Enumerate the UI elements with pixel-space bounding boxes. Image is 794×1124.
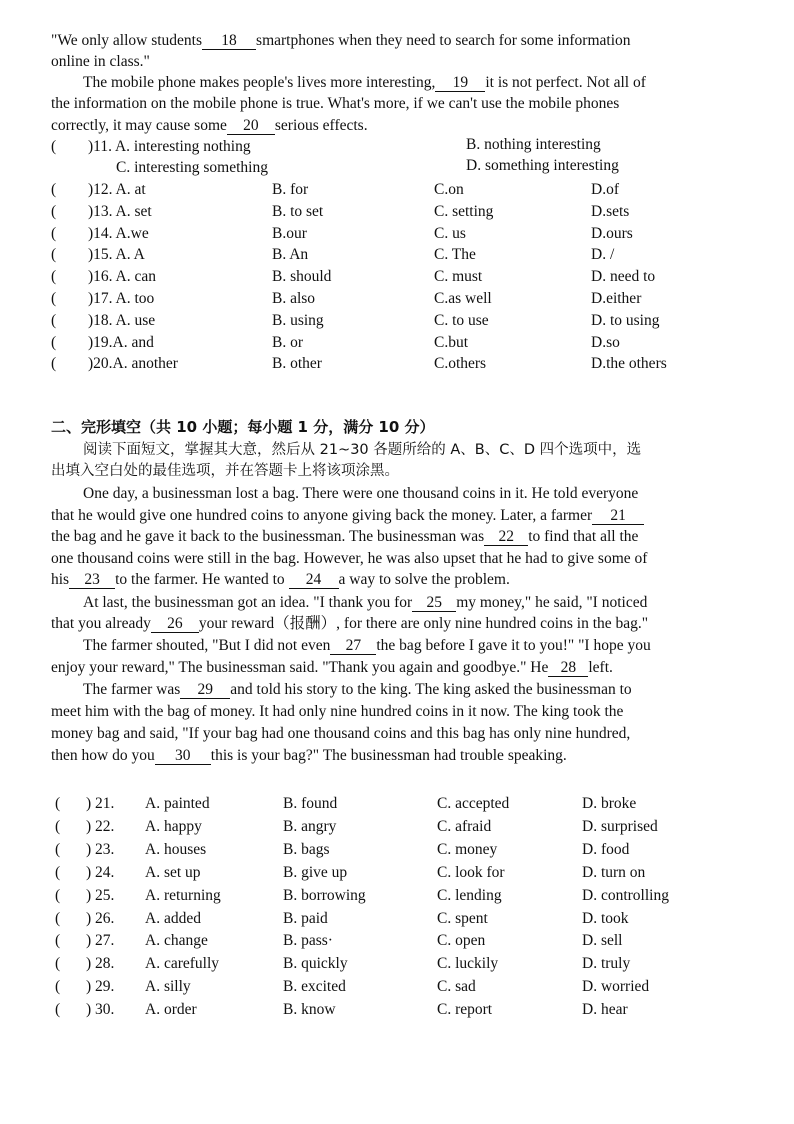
blank-23: 23 <box>69 571 115 589</box>
text: The farmer shouted, "But I did not even <box>83 637 331 654</box>
option-b[interactable]: B. to set <box>272 202 324 220</box>
text: his <box>51 571 70 588</box>
text: and told his story to the king. The king asked the businessman to <box>230 681 632 698</box>
option-c[interactable]: C. The <box>434 246 476 264</box>
option-b[interactable]: B. pass· <box>283 932 333 950</box>
text: then how do you <box>51 747 155 764</box>
text: The mobile phone makes people's lives more interesting, <box>83 74 436 91</box>
question-number: )16. A. can <box>88 268 157 286</box>
option-d[interactable]: D.of <box>591 181 619 198</box>
answer-paren[interactable]: ( <box>51 290 57 307</box>
answer-paren[interactable]: ( <box>55 817 61 835</box>
passage-line <box>51 570 510 590</box>
option-d[interactable]: D.the others <box>591 355 667 373</box>
question-number: ) 26. <box>86 909 115 927</box>
option-d[interactable]: D. truly <box>582 955 631 973</box>
option-d[interactable]: D.either <box>591 290 642 307</box>
text: a way to solve the problem. <box>338 571 510 588</box>
option-c[interactable]: C. accepted <box>437 795 510 812</box>
question-number: ) 24. <box>86 863 115 881</box>
blank-27: 27 <box>330 637 376 655</box>
option-d[interactable]: D. worried <box>582 978 650 996</box>
option-d[interactable]: D.so <box>591 333 620 351</box>
instruction-line: 阅读下面短文，掌握其大意，然后从 21~30 各题所给的 A、B、C、D 四个选项中，选 <box>83 442 642 458</box>
option-b[interactable]: B. using <box>272 311 324 329</box>
blank-18: 18 <box>202 32 256 50</box>
passage-line <box>51 746 567 766</box>
passage-line <box>51 31 631 51</box>
option-b[interactable]: B. or <box>272 333 303 351</box>
question-number: ) 29. <box>86 978 115 996</box>
option-c[interactable]: C.as well <box>434 290 492 307</box>
option-c[interactable]: C. interesting something <box>116 159 268 176</box>
question-number: ) 30. <box>86 1001 115 1019</box>
blank-20: 20 <box>227 117 275 135</box>
question-number: ) 28. <box>86 955 115 973</box>
answer-paren[interactable]: ( <box>51 246 57 264</box>
option-b[interactable]: B.our <box>272 224 307 242</box>
option-d[interactable]: D. sell <box>582 932 623 950</box>
option-a[interactable]: A. happy <box>145 817 202 835</box>
blank-19: 19 <box>435 74 485 92</box>
text: "We only allow students <box>51 32 203 49</box>
passage-line <box>83 636 651 656</box>
text: enjoy your reward," The businessman said. "Thank you again and goodbye." He <box>51 659 549 676</box>
option-d[interactable]: D. controlling <box>582 886 669 904</box>
passage-line: online in class." <box>51 53 150 70</box>
option-b[interactable]: B. angry <box>283 817 337 835</box>
text: The farmer was <box>83 681 181 698</box>
text: it is not perfect. Not all of <box>485 74 646 91</box>
option-a[interactable]: A. change <box>145 932 208 950</box>
option-b[interactable]: B. know <box>283 1001 336 1019</box>
option-d[interactable]: D.sets <box>591 202 630 220</box>
option-a[interactable]: A. silly <box>145 978 191 996</box>
option-b[interactable]: B. found <box>283 795 338 812</box>
option-c[interactable]: C. open <box>437 932 486 950</box>
option-c[interactable]: C. us <box>434 224 466 242</box>
question-number: ) 23. <box>86 840 115 858</box>
option-b[interactable]: B. excited <box>283 978 346 996</box>
answer-paren[interactable]: ( <box>51 268 57 286</box>
option-c[interactable]: C. look for <box>437 863 505 881</box>
option-c[interactable]: C. report <box>437 1001 493 1019</box>
option-b[interactable]: B. also <box>272 290 316 307</box>
question-number: )18. A. use <box>88 311 156 329</box>
option-c[interactable]: C. spent <box>437 909 488 927</box>
question-number: ) 27. <box>86 932 115 950</box>
option-b[interactable]: B. quickly <box>283 955 348 973</box>
text: this is your bag?" The businessman had trouble speaking. <box>210 747 567 764</box>
blank-26: 26 <box>151 615 199 633</box>
option-a[interactable]: A. returning <box>145 886 221 904</box>
text: my money," he said, "I noticed <box>456 594 648 611</box>
passage-line: meet him with the bag of money. It had only nine hundred coins in it now. The king took the <box>51 703 624 720</box>
answer-paren[interactable]: ( <box>55 955 61 973</box>
text: to find that all the <box>528 528 639 545</box>
text: the bag and he gave it back to the businessman. The businessman was <box>51 528 485 545</box>
passage-line <box>51 658 613 678</box>
question-number: ) 22. <box>86 817 115 835</box>
passage-line: one thousand coins were still in the bag. However, he was also upset that he had to give some of <box>51 550 648 567</box>
text: that you already <box>51 615 151 632</box>
passage-line <box>83 680 632 700</box>
passage-line: money bag and said, "If your bag had one thousand coins and this bag has only nine hundred, <box>51 725 631 742</box>
answer-paren[interactable]: ( <box>55 932 61 950</box>
answer-paren[interactable]: ( <box>51 311 57 329</box>
question-number: )14. A.we <box>88 224 149 242</box>
option-c[interactable]: C. luckily <box>437 955 499 973</box>
text: your reward（报酬）, for there are only nine hundred coins in the bag." <box>198 615 649 632</box>
answer-paren[interactable]: ( <box>51 138 57 155</box>
option-d[interactable]: D.ours <box>591 224 633 242</box>
option-c[interactable]: C.others <box>434 355 487 373</box>
option-d[interactable]: D. / <box>591 246 615 264</box>
option-d[interactable]: D. food <box>582 840 630 858</box>
answer-paren[interactable]: ( <box>51 181 57 198</box>
option-c[interactable]: C. lending <box>437 886 502 904</box>
blank-21: 21 <box>592 507 644 525</box>
option-b[interactable]: B. borrowing <box>283 886 366 904</box>
blank-22: 22 <box>484 528 528 546</box>
passage-line: One day, a businessman lost a bag. There were one thousand coins in it. He told everyone <box>83 485 639 502</box>
answer-paren[interactable]: ( <box>55 795 61 812</box>
passage-line <box>51 116 368 136</box>
answer-paren[interactable]: ( <box>51 224 57 242</box>
answer-paren[interactable]: ( <box>55 886 61 904</box>
option-b[interactable]: B. paid <box>283 909 328 927</box>
blank-30: 30 <box>155 747 211 765</box>
option-c[interactable]: C.on <box>434 181 464 198</box>
option-b[interactable]: B. bags <box>283 840 330 858</box>
passage-line <box>51 527 638 547</box>
text: the bag before I gave it to you!" "I hope you <box>376 637 651 654</box>
answer-paren[interactable]: ( <box>55 1001 61 1019</box>
option-c[interactable]: C. afraid <box>437 817 492 835</box>
text: correctly, it may cause some <box>51 117 227 134</box>
text: smartphones when they need to search for some information <box>256 32 631 49</box>
question-number: )17. A. too <box>88 290 155 307</box>
question-number: )13. A. set <box>88 202 152 220</box>
option-b[interactable]: B. nothing interesting <box>466 136 601 153</box>
option-d[interactable]: D. need to <box>591 268 656 286</box>
option-c[interactable]: C. money <box>437 840 498 858</box>
option-c[interactable]: C.but <box>434 333 469 351</box>
option-d[interactable]: D. something interesting <box>466 157 619 174</box>
blank-29: 29 <box>180 681 230 699</box>
text: left. <box>588 659 613 676</box>
section-heading: 二、完形填空（共 10 小题；每小题 1 分，满分 10 分） <box>51 418 435 436</box>
question-number: ) 21. <box>86 795 115 812</box>
option-d[interactable]: D. to using <box>591 311 660 329</box>
question-number: )12. A. at <box>88 181 146 198</box>
passage-line <box>83 73 646 93</box>
answer-paren[interactable]: ( <box>51 202 57 220</box>
option-c[interactable]: C. must <box>434 268 483 286</box>
option-b[interactable]: B. for <box>272 181 309 198</box>
blank-25: 25 <box>412 594 456 612</box>
answer-paren[interactable]: ( <box>55 863 61 881</box>
option-c[interactable]: C. to use <box>434 311 489 329</box>
option-d[interactable]: D. hear <box>582 1001 628 1019</box>
option-b[interactable]: B. other <box>272 355 322 373</box>
blank-24: 24 <box>289 571 339 589</box>
question-number: )11. A. interesting nothing <box>88 138 251 155</box>
question-number: )20.A. another <box>88 355 178 373</box>
answer-paren[interactable]: ( <box>55 909 61 927</box>
answer-paren[interactable]: ( <box>51 333 57 351</box>
option-b[interactable]: B. An <box>272 246 309 264</box>
passage-line <box>51 506 644 526</box>
text: At last, the businessman got an idea. "I thank you for <box>83 594 413 611</box>
question-number: )19.A. and <box>88 333 154 351</box>
text: serious effects. <box>274 117 368 134</box>
passage-line <box>51 614 648 634</box>
answer-paren[interactable]: ( <box>55 978 61 996</box>
option-a[interactable]: A. order <box>145 1001 197 1019</box>
option-a[interactable]: A. carefully <box>145 955 220 973</box>
option-d[interactable]: D. took <box>582 909 629 927</box>
option-d[interactable]: D. surprised <box>582 817 658 835</box>
option-a[interactable]: A. painted <box>145 795 210 812</box>
question-number: ) 25. <box>86 886 115 904</box>
option-b[interactable]: B. should <box>272 268 332 286</box>
answer-paren[interactable]: ( <box>51 355 57 373</box>
option-a[interactable]: A. set up <box>145 863 201 881</box>
text: to the farmer. He wanted to <box>115 571 285 588</box>
option-b[interactable]: B. give up <box>283 863 348 881</box>
option-c[interactable]: C. setting <box>434 202 494 220</box>
passage-line: the information on the mobile phone is true. What's more, if we can't use the mobile phones <box>51 95 620 112</box>
option-d[interactable]: D. broke <box>582 795 637 812</box>
answer-paren[interactable]: ( <box>55 840 61 858</box>
option-a[interactable]: A. houses <box>145 840 207 858</box>
text: that he would give one hundred coins to anyone giving back the money. Later, a farmer <box>51 507 593 524</box>
option-a[interactable]: A. added <box>145 909 201 927</box>
blank-28: 28 <box>548 659 588 677</box>
option-c[interactable]: C. sad <box>437 978 476 996</box>
instruction-line: 出填入空白处的最佳选项，并在答题卡上将该项涂黑。 <box>51 463 399 479</box>
option-d[interactable]: D. turn on <box>582 863 646 881</box>
passage-line <box>83 593 647 613</box>
question-number: )15. A. A <box>88 246 145 264</box>
